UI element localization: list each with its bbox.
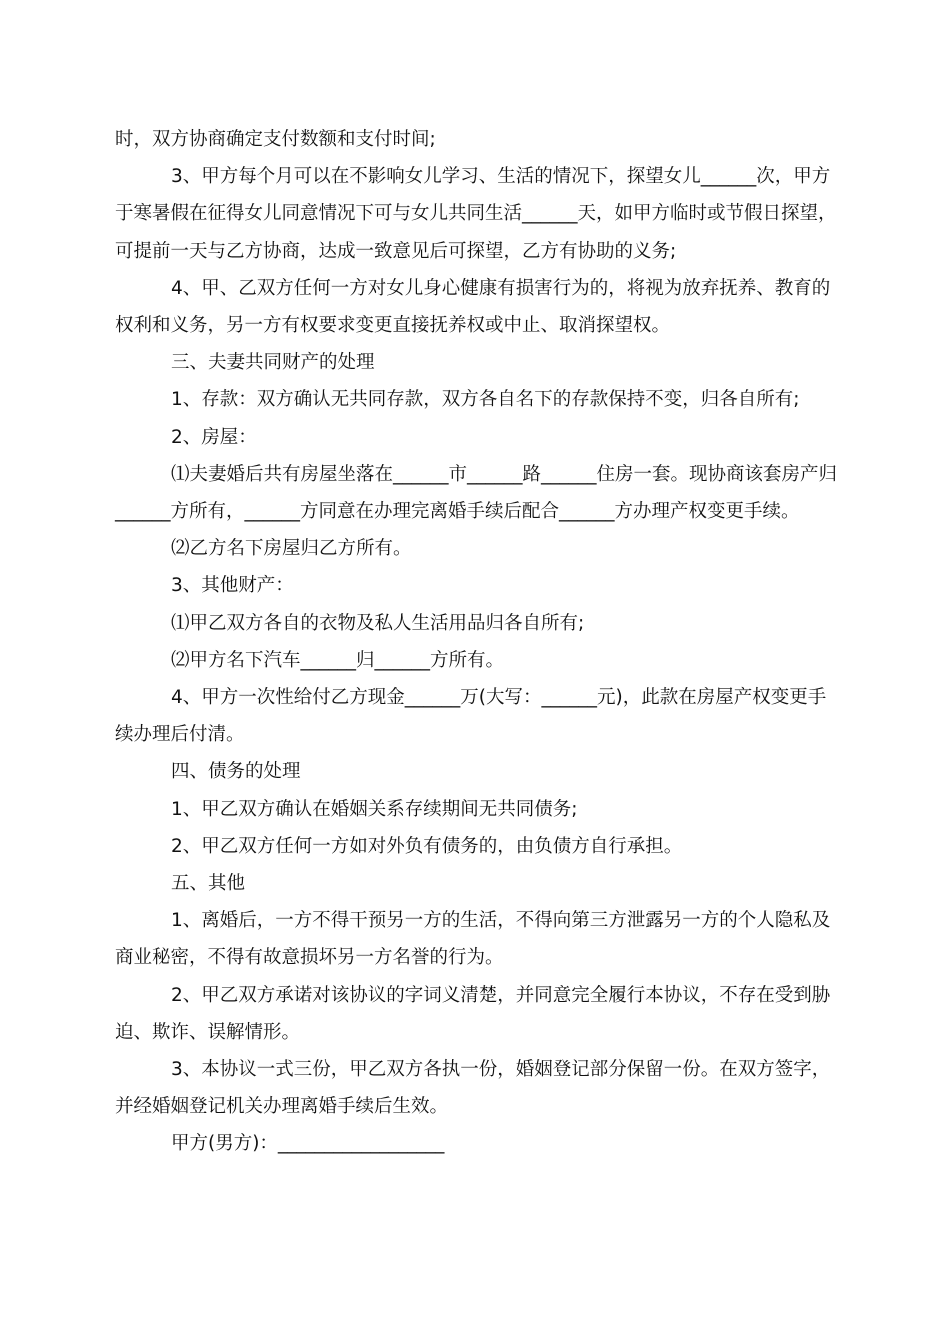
paragraph-visitation: 3、甲方每个月可以在不影响女儿学习、生活的情况下，探望女儿______次，甲方于寒暑假在征得女儿同意情况下可与女儿共同生活______天，如甲方临时或节假日探望，可提前一天与乙方协商，达成一致意见后可探望，乙方有协助的义务; bbox=[115, 166, 837, 262]
paragraph-privacy: 1、离婚后，一方不得干预另一方的生活，不得向第三方泄露另一方的个人隐私及商业秘密，不得有故意损坏另一方名誉的行为。 bbox=[115, 910, 831, 969]
section-heading-property: 三、夫妻共同财产的处理 bbox=[171, 352, 375, 374]
paragraph-commitment: 2、甲乙双方承诺对该协议的字词义清楚，并同意完全履行本协议，不存在受到胁迫、欺诈、误解情形。 bbox=[115, 984, 831, 1043]
paragraph-housing-heading: 2、房屋： bbox=[171, 426, 257, 448]
paragraph-personal-items: ⑴甲乙双方各自的衣物及私人生活用品归各自所有; bbox=[171, 612, 585, 634]
section-heading-other: 五、其他 bbox=[171, 873, 246, 895]
paragraph-car: ⑵甲方名下汽车______归______方所有。 bbox=[171, 649, 505, 671]
section-heading-debts: 四、债务的处理 bbox=[171, 761, 301, 783]
paragraph-deposits: 1、存款：双方确认无共同存款，双方各自名下的存款保持不变，归各自所有; bbox=[171, 389, 800, 411]
paragraph-no-shared-debt: 1、甲乙双方确认在婚姻关系存续期间无共同债务; bbox=[171, 798, 578, 820]
paragraph-harm-clause: 4、甲、乙双方任何一方对女儿身心健康有损害行为的，将视为放弃抚养、教育的权利和义务，另一方有权要求变更直接抚养权或中止、取消探望权。 bbox=[115, 277, 831, 337]
paragraph-other-property-heading: 3、其他财产： bbox=[171, 575, 294, 597]
paragraph-continuation: 时，双方协商确定支付数额和支付时间; bbox=[115, 129, 436, 150]
paragraph-cash-payment: 4、甲方一次性给付乙方现金______万(大写：______元)，此款在房屋产权变更手续办理后付清。 bbox=[115, 687, 827, 746]
paragraph-party-b-house: ⑵乙方名下房屋归乙方所有。 bbox=[171, 538, 412, 560]
paragraph-shared-house: ⑴夫妻婚后共有房屋坐落在______市______路______住房一套。现协商该套房产归______方所有，______方同意在办理完离婚手续后配合______方办理产权变更手续。 bbox=[115, 463, 838, 523]
document-body bbox=[115, 121, 837, 1163]
signature-line-party-a: 甲方(男方)：__________________ bbox=[171, 1133, 445, 1155]
paragraph-individual-debt: 2、甲乙双方任何一方如对外负有债务的，由负债方自行承担。 bbox=[171, 835, 683, 857]
paragraph-copies: 3、本协议一式三份，甲乙双方各执一份，婚姻登记部分保留一份。在双方签字，并经婚姻登记机关办理离婚手续后生效。 bbox=[115, 1059, 831, 1118]
